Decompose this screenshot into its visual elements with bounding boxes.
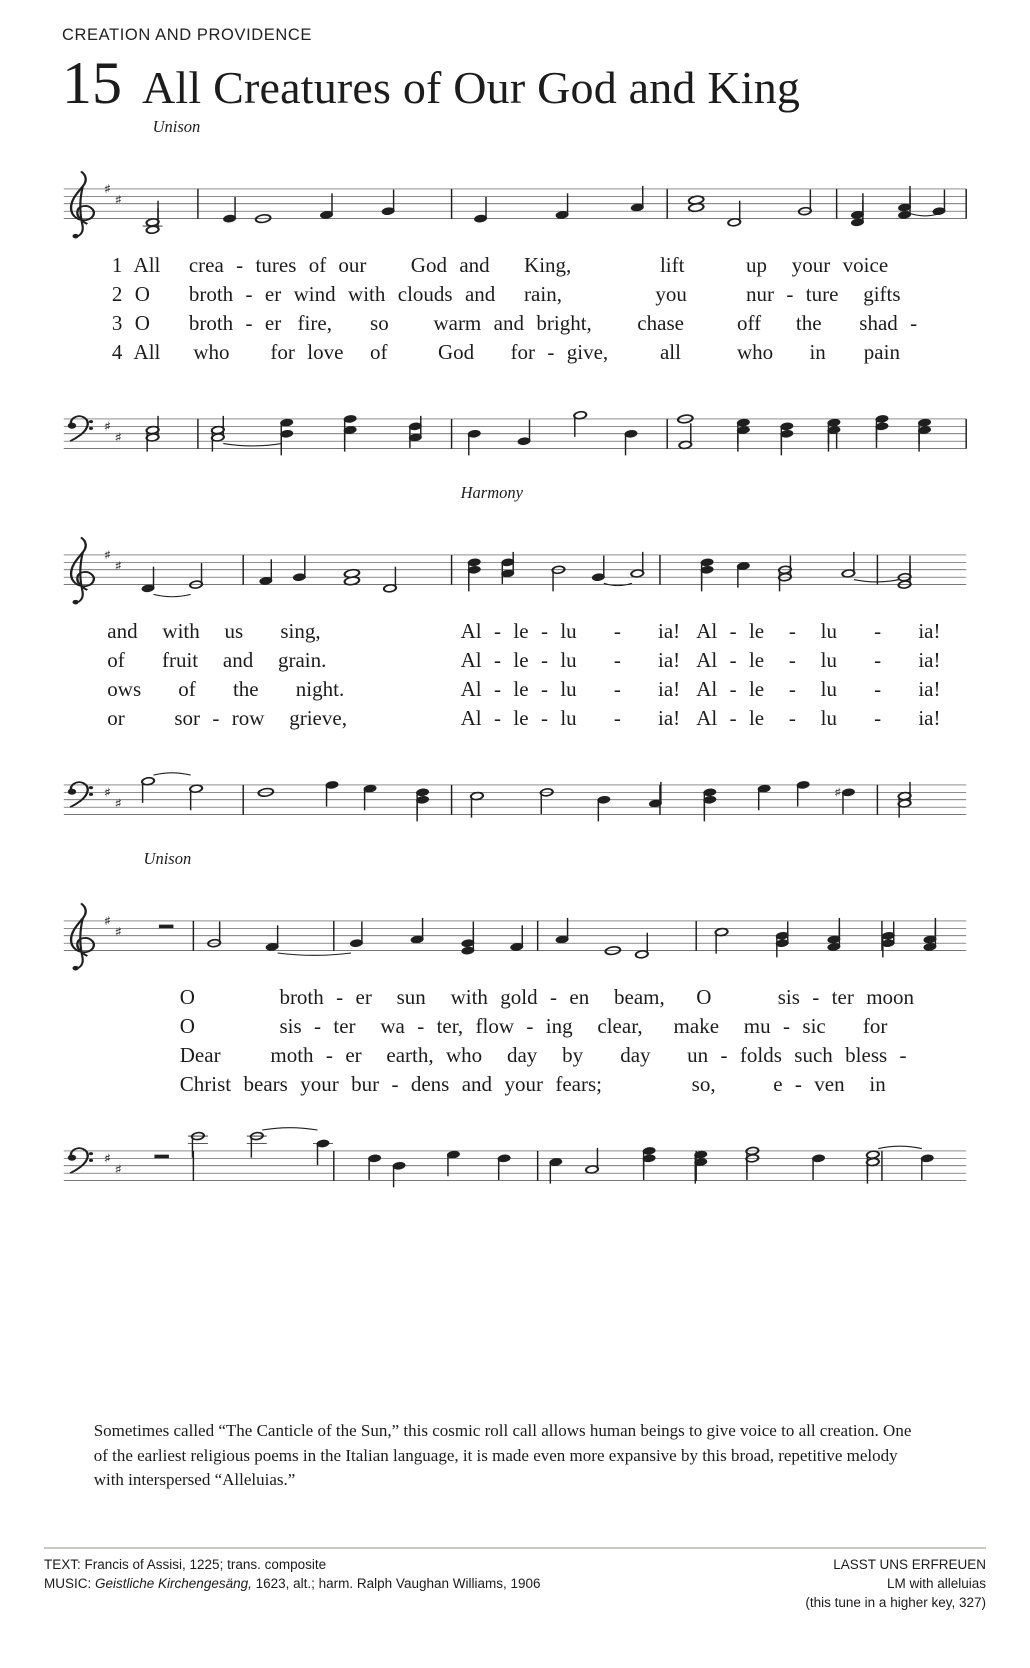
part-label-unison: Unison [152, 117, 201, 136]
lyric-segment: moth - er earth, who day by day [270, 1043, 651, 1067]
lyric-segment: Al - le - lu - ia! [460, 619, 681, 643]
lyric-segment: 4 All [111, 340, 161, 364]
part-label-row [62, 117, 968, 139]
lyric-segment: 3 O [111, 311, 150, 335]
lyric-segment: lift [659, 253, 685, 277]
lyric-segment: up your voice [746, 253, 889, 277]
lyrics-line [62, 1072, 968, 1101]
lyric-segment: ows of the night. [107, 677, 345, 701]
lyric-segment: un - folds such bless - [687, 1043, 907, 1067]
music-credit-prefix: MUSIC: [44, 1575, 96, 1591]
music-system-2 [62, 483, 968, 847]
lyric-segment: broth - er [188, 311, 282, 335]
lyric-segment: warm and bright, [433, 311, 592, 335]
lyric-segment: broth - er sun with gold - en beam, [279, 985, 665, 1009]
lyric-segment: 2 O [111, 282, 150, 306]
lyric-segment: O [696, 985, 712, 1009]
part-label-row [62, 483, 968, 505]
lyric-segment: pain [863, 340, 900, 364]
svg-text:♯: ♯ [114, 559, 123, 574]
lyrics-line [62, 648, 968, 677]
lyric-segment: e - ven in [773, 1072, 886, 1096]
lyric-segment: you [655, 282, 687, 306]
credits-block [44, 1555, 986, 1612]
lyrics-line [62, 706, 968, 735]
lyric-segment: sis - ter moon [777, 985, 915, 1009]
svg-text:♯: ♯ [114, 193, 123, 208]
lyric-segment: so, [691, 1072, 716, 1096]
lyric-segment: who [193, 340, 230, 364]
lyric-segment: nur - ture gifts [746, 282, 901, 306]
music-credit-suffix: 1623, alt.; harm. Ralph Vaughan Williams, 1906 [251, 1575, 541, 1591]
lyric-segment: God and [410, 253, 490, 277]
svg-text:♯: ♯ [114, 925, 123, 940]
bass-staff [62, 735, 968, 847]
music-system-3 [62, 849, 968, 1213]
part-label-unison-2: Unison [143, 849, 192, 868]
lyrics-line [62, 311, 968, 340]
lyric-segment: of [370, 340, 388, 364]
lyrics-line [62, 282, 968, 311]
lyric-segment: fire, [297, 311, 332, 335]
lyric-segment: Al - le - lu - ia! [460, 648, 681, 672]
lyric-segment: rain, [524, 282, 562, 306]
lyric-segment: Al - le - lu - ia! [696, 706, 941, 730]
svg-text:♯: ♯ [833, 786, 842, 800]
svg-text:♯: ♯ [103, 182, 112, 197]
text-credit: TEXT: Francis of Assisi, 1225; trans. composite [44, 1556, 327, 1572]
lyric-segment: Dear [179, 1043, 221, 1067]
lyric-segment: Al - le - lu - ia! [696, 677, 941, 701]
section-category: CREATION AND PROVIDENCE [62, 26, 313, 44]
commentary-paragraph: Sometimes called “The Canticle of the Sun,” this cosmic roll call allows human beings to give voice to all creation. One of the earliest religious poems in the Italian language, it is made even more expansive by this broad, repetitive melody with interspersed “Alleluias.” [93, 1421, 912, 1489]
lyric-segment: or sor - row grieve, [107, 706, 347, 730]
svg-text:♯: ♯ [114, 1163, 123, 1177]
bass-staff [62, 369, 968, 481]
lyric-segment: shad - [859, 311, 918, 335]
music-credit [44, 1574, 541, 1593]
treble-staff [62, 139, 968, 251]
lyrics-line [62, 619, 968, 648]
credits-left [44, 1555, 541, 1593]
lyric-segment: sis - ter wa - ter, flow - ing clear, [279, 1014, 643, 1038]
verse-lyrics-block [62, 619, 968, 735]
lyric-segment: Al - le - lu - ia! [460, 677, 681, 701]
lyric-segment: King, [524, 253, 572, 277]
lyrics-line [62, 677, 968, 706]
verse-lyrics-block [62, 985, 968, 1101]
svg-text:♯: ♯ [103, 420, 112, 434]
svg-text:♯: ♯ [114, 431, 123, 445]
bass-staff [62, 1101, 968, 1213]
lyric-segment: Al - le - lu - ia! [696, 648, 941, 672]
hymn-number: 15 [62, 50, 122, 116]
lyric-segment: O [179, 985, 195, 1009]
svg-text:♯: ♯ [114, 797, 123, 811]
treble-staff [62, 871, 968, 983]
lyric-segment: off [736, 311, 762, 335]
lyric-segment: Al - le - lu - ia! [696, 619, 941, 643]
lyrics-line [62, 340, 968, 369]
treble-staff [62, 505, 968, 617]
meter: LM with alleluias [886, 1575, 986, 1591]
lyrics-line [62, 985, 968, 1014]
tune-reference: (this tune in a higher key, 327) [805, 1594, 986, 1610]
part-label-row [62, 849, 968, 871]
credits-right [805, 1555, 986, 1612]
lyric-segment: O [179, 1014, 195, 1038]
music-credit-source: Geistliche Kirchengesäng, [95, 1575, 252, 1591]
svg-text:♯: ♯ [103, 914, 112, 929]
lyric-segment: crea - tures of [188, 253, 327, 277]
lyric-segment: of fruit and grain. [107, 648, 327, 672]
verse-lyrics-block [62, 253, 968, 369]
lyric-segment: chase [637, 311, 684, 335]
lyric-segment: who [736, 340, 774, 364]
svg-text:♯: ♯ [103, 1152, 112, 1166]
lyrics-line [62, 253, 968, 282]
hymn-title: All Creatures of Our God and King [142, 62, 801, 113]
lyric-segment: so [370, 311, 389, 335]
lyric-segment: for - give, [510, 340, 609, 364]
music-system-1 [62, 117, 968, 481]
lyric-segment: Christ bears your bur - dens and your fears; [179, 1072, 602, 1096]
lyric-segment: 1 All [111, 253, 161, 277]
lyric-segment: and with us sing, [107, 619, 321, 643]
svg-text:♯: ♯ [103, 548, 112, 563]
lyric-segment: make mu - sic for [673, 1014, 888, 1038]
lyric-segment: God [437, 340, 475, 364]
lyric-segment: all [659, 340, 681, 364]
page-header [62, 26, 968, 116]
lyric-segment: Al - le - lu - ia! [460, 706, 681, 730]
lyrics-line [62, 1043, 968, 1072]
lyric-segment: our [338, 253, 367, 277]
tune-name: LASST UNS ERFREUEN [833, 1556, 986, 1572]
lyric-segment: for love [270, 340, 344, 364]
part-label-harmony: Harmony [460, 483, 523, 502]
lyric-segment: broth - er wind with clouds and [188, 282, 496, 306]
lyric-segment: the [795, 311, 822, 335]
lyric-segment: in [809, 340, 826, 364]
title-row [62, 50, 968, 116]
lyrics-line [62, 1014, 968, 1043]
footer-divider [44, 1547, 986, 1549]
svg-text:♯: ♯ [103, 786, 112, 800]
